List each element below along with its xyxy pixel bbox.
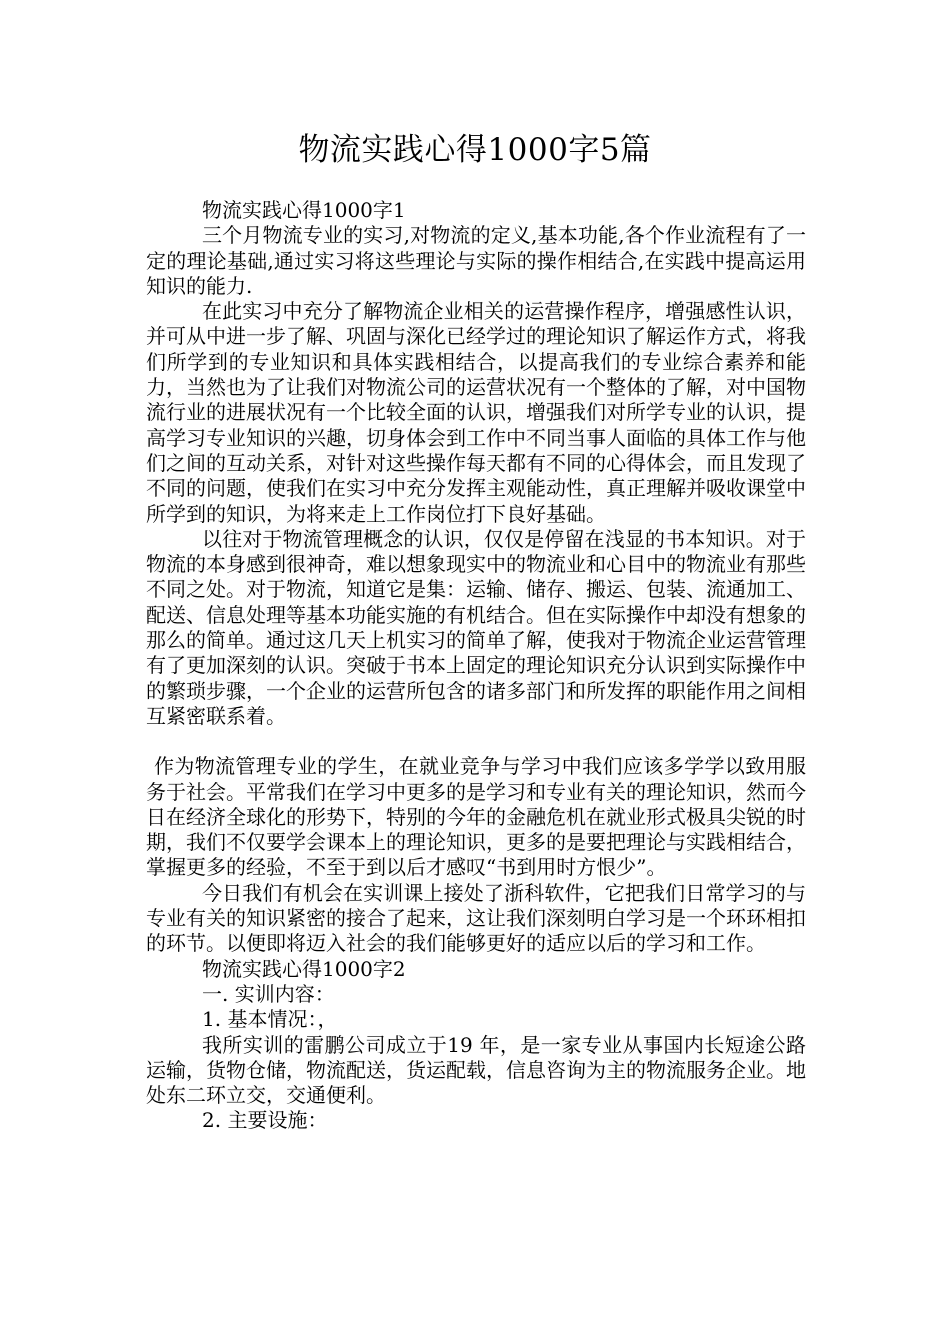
paragraph: 三个月物流专业的实习,对物流的定义,基本功能,各个作业流程有了一定的理论基础,通过实习将这些理论与实际的操作相结合,在实践中提高运用知识的能力.: [146, 223, 806, 298]
document-title: 物流实践心得1000字5篇: [298, 132, 652, 168]
section-heading-1: 物流实践心得1000字1: [202, 198, 406, 222]
document-body: [146, 198, 806, 1134]
blank-line: [146, 729, 806, 754]
paragraph: 以往对于物流管理概念的认识，仅仅是停留在浅显的书本知识。对于物流的本身感到很神奇，难以想象现实中的物流业和心目中的物流业有那些不同之处。对于物流，知道它是集：运输、储存、搬运、包装、流通加工、配送、信息处理等基本功能实施的有机结合。但在实际操作中却没有想象的那么的简单。通过这几天上机实习的简单了解，使我对于物流企业运营管理有了更加深刻的认识。突破于书本上固定的理论知识充分认识到实际操作中的繁琐步骤，一个企业的运营所包含的诸多部门和所发挥的职能作用之间相互紧密联系着。: [146, 526, 806, 728]
list-item: 2. 主要设施：: [202, 1108, 328, 1133]
paragraph: 我所实训的雷鹏公司成立于19 年，是一家专业从事国内长短途公路运输，货物仓储，物流配送，货运配载，信息咨询为主的物流服务企业。地处东二环立交，交通便利。: [146, 1032, 806, 1108]
section-heading-2: 物流实践心得1000字2: [202, 956, 406, 981]
paragraph: 作为物流管理专业的学生，在就业竞争与学习中我们应该多学学以致用服务于社会。平常我们在学习中更多的是学习和专业有关的理论知识，然而今日在经济全球化的形势下，特别的今年的金融危机在就业形式极具尖锐的时期，我们不仅要学会课本上的理论知识，更多的是要把理论与实践相结合，掌握更多的经验，不至于到以后才感叹“书到用时方恨少”。: [146, 754, 806, 880]
list-item: 1. 基本情况：，: [202, 1007, 338, 1032]
list-heading: 一. 实训内容：: [202, 981, 335, 1006]
paragraph: 在此实习中充分了解物流企业相关的运营操作程序，增强感性认识，并可从中进一步了解、巩固与深化已经学过的理论知识了解运作方式，将我们所学到的专业知识和具体实践相结合，以提高我们的专业综合素养和能力，当然也为了让我们对物流公司的运营状况有一个整体的了解，对中国物流行业的进展状况有一个比较全面的认识，增强我们对所学专业的认识，提高学习专业知识的兴趣，切身体会到工作中不同当事人面临的具体工作与他们之间的互动关系，对针对这些操作每天都有不同的心得体会，而且发现了不同的问题，使我们在实习中充分发挥主观能动性，真正理解并吸收课堂中所学到的知识，为将来走上工作岗位打下良好基础。: [146, 299, 806, 526]
paragraph: 今日我们有机会在实训课上接处了浙科软件，它把我们日常学习的与专业有关的知识紧密的接合了起来，这让我们深刻明白学习是一个环环相扣的环节。以便即将迈入社会的我们能够更好的适应以后的学习和工作。: [146, 880, 806, 956]
